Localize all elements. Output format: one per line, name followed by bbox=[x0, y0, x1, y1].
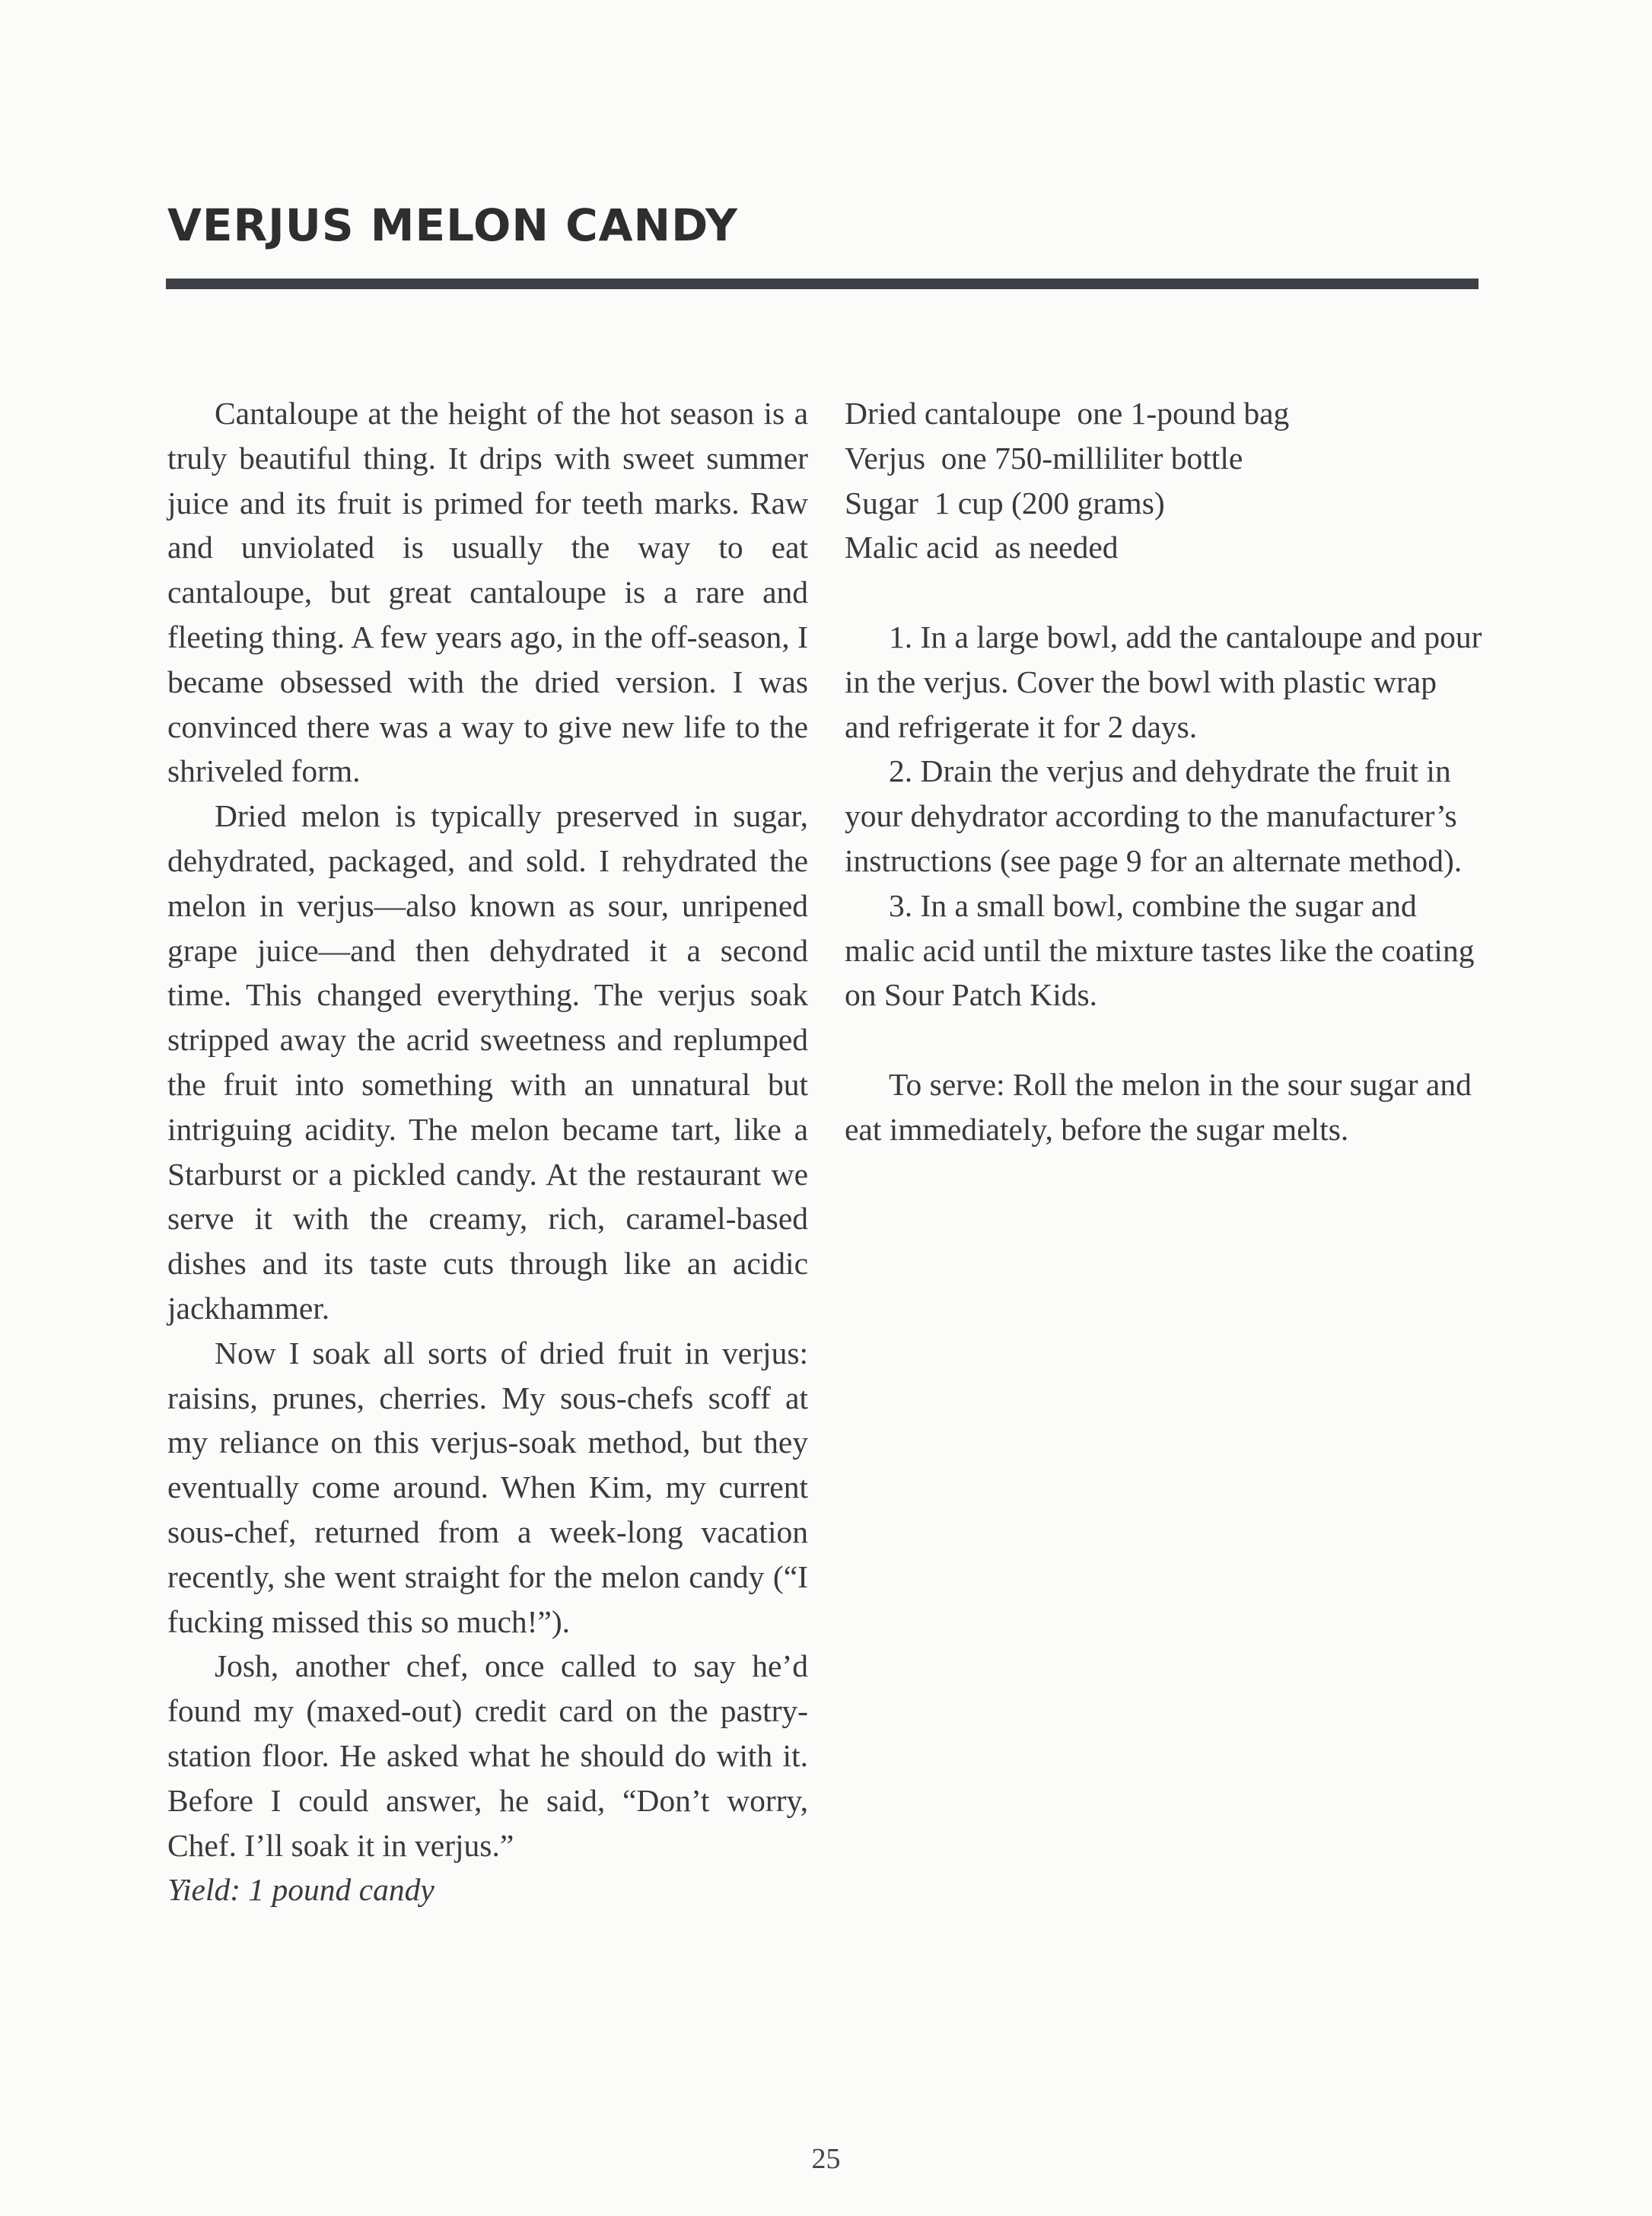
step-list bbox=[845, 615, 1484, 1017]
method-step: 3. In a small bowl, combine the sugar and malic acid until the mixture tastes like the coating on Sour Patch Kids. bbox=[845, 887, 1475, 1013]
intro-paragraph: Dried melon is typically preserved in sugar, dehydrated, packaged, and sold. I rehydrated the melon in verjus—also known as sour, unripened grape juice—and then dehydrated it a second time. This changed everything. The verjus soak stripped away the acrid sweetness and replumped the fruit into something with an unnatural but intriguing acidity. The melon became tart, like a Starburst or a pickled candy. At the restaurant we serve it with the creamy, rich, caramel-based dishes and its taste cuts through like an acidic jackhammer. bbox=[167, 798, 808, 1326]
title-rule bbox=[166, 279, 1479, 289]
ingredient-amount: one 750-milliliter bottle bbox=[941, 440, 1243, 476]
method-column bbox=[845, 391, 1484, 1152]
ingredient-name: Dried cantaloupe bbox=[845, 396, 1062, 431]
ingredient-amount: as needed bbox=[995, 530, 1119, 565]
ingredient-amount: 1 cup (200 grams) bbox=[934, 485, 1165, 521]
ingredient-line bbox=[845, 391, 1484, 436]
ingredient-line bbox=[845, 436, 1484, 481]
ingredient-name: Verjus bbox=[845, 440, 926, 476]
method-step: 2. Drain the verjus and dehydrate the fruit in your dehydrator according to the manufacturer’s instructions (see page 9 for an alternate method). bbox=[845, 753, 1463, 878]
ingredient-line bbox=[845, 525, 1484, 570]
ingredient-amount: one 1-pound bag bbox=[1077, 396, 1290, 431]
recipe-title: VERJUS MELON CANDY bbox=[167, 199, 738, 251]
page-number: 25 bbox=[811, 2143, 841, 2175]
ingredient-name: Sugar bbox=[845, 485, 918, 521]
intro-paragraph: Josh, another chef, once called to say he’d found my (maxed-out) credit card on the pastry-station floor. He asked what he should do with it. Before I could answer, he said, “Don’t worry, Chef. I’ll soak it in verjus.” bbox=[167, 1648, 808, 1863]
spacer bbox=[845, 570, 1484, 615]
spacer bbox=[845, 1017, 1484, 1062]
ingredient-line bbox=[845, 481, 1484, 526]
intro-paragraph: Cantaloupe at the height of the hot season is a truly beautiful thing. It drips with sweet summer juice and its fruit is primed for teeth marks. Raw and unviolated is usually the way to eat cantaloupe, but great cantaloupe is a rare and fleeting thing. A few years ago, in the off-season, I became obsessed with the dried version. I was convinced there was a way to give new life to the shriveled form. bbox=[167, 396, 808, 789]
method-step: 1. In a large bowl, add the cantaloupe and pour in the verjus. Cover the bowl with plastic wrap and refrigerate it for 2 days. bbox=[845, 619, 1482, 744]
ingredient-name: Malic acid bbox=[845, 530, 979, 565]
intro-column bbox=[167, 391, 808, 1912]
ingredient-list bbox=[845, 391, 1484, 570]
serving-note: To serve: Roll the melon in the sour sugar and eat immediately, before the sugar melts. bbox=[845, 1066, 1472, 1147]
recipe-yield: Yield: 1 pound candy bbox=[167, 1872, 434, 1908]
intro-paragraph: Now I soak all sorts of dried fruit in verjus: raisins, prunes, cherries. My sous-chefs scoff at my reliance on this verjus-soak method, but they eventually come around. When Kim, my current sous-chef, returned from a week-long vacation recently, she went straight for the melon candy (“I fucking missed this so much!”). bbox=[167, 1335, 808, 1639]
